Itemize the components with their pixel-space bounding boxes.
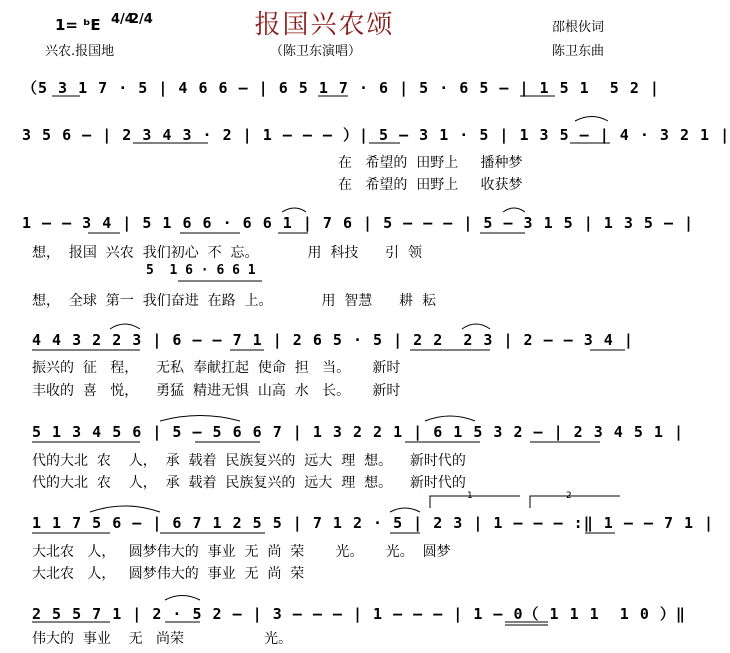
system-6-notes: 1 1 7 5 6 – | 6 7 1 2 5 5 | 7 1 2 · 5 | 2 3 | 1 – – – :‖ 1 – – 7 1 |	[32, 514, 715, 532]
volta-bracket-1	[430, 496, 520, 508]
volta-bracket-2	[530, 496, 620, 508]
system-1-notes: （5 3 1 7 · 5 | 4 6 6 – | 6 5 1 7 · 6 | 5 · 6 5 – | 1 5 1 5 2 |	[22, 79, 660, 97]
system-4-notes: 4 4 3 2 2 3 | 6 – – 7 1 | 2 6 5 · 5 | 2 2 2 3 | 2 – – 3 4 |	[32, 331, 634, 349]
lyricist: 邵根伙词	[552, 20, 605, 35]
slur	[110, 324, 140, 329]
slur	[160, 416, 240, 422]
slur	[503, 208, 525, 212]
system-5-lyrics-2: 代的大北 农 人， 承 载着 民族复兴的 远大 理 想。 新时代的	[32, 475, 466, 491]
system-4-lyrics-2: 丰收的 喜 悦， 勇猛 精进无惧 山高 水 长。 新时	[32, 383, 401, 399]
system-3-lyrics-1: 想， 报国 兴农 我们初心 不 忘。 用 科技 引 领	[32, 245, 422, 261]
system-3-lyrics-2: 想， 全球 第一 我们奋进 在路 上。 用 智慧 耕 耘	[32, 293, 436, 309]
volta-1-label: 1	[467, 491, 473, 501]
slur	[390, 508, 420, 512]
system-3-notes: 1 – – 3 4 | 5 1 6 6 · 6 6 1 | 7 6 | 5 – – – | 5 – 3 1 5 | 1 3 5 – |	[22, 214, 695, 232]
slur	[462, 324, 490, 329]
slur	[90, 506, 160, 512]
system-5-notes: 5 1 3 4 5 6 | 5 – 5 6 6 7 | 1 3 2 2 1 | 6 1 5 3 2 – | 2 3 4 5 1 |	[32, 423, 684, 441]
slur	[282, 208, 306, 212]
slur	[165, 596, 200, 601]
time-signature-1: 4/4	[111, 12, 134, 27]
system-7-lyrics-1: 伟大的 事业 无 尚荣 光。	[32, 631, 293, 647]
time-signature-2: 2/4	[130, 12, 153, 27]
song-title: 报国兴农颂	[254, 10, 395, 40]
system-2-lyrics-2: 在 希望的 田野上 收获梦	[338, 177, 523, 193]
system-2-lyrics-1: 在 希望的 田野上 播种梦	[338, 155, 523, 171]
system-2-notes: 3 5 6 – | 2 3 4 3 · 2 | 1 – – – ）| 5 – 3 1 · 5 | 1 3 5 – | 4 · 3 2 1 |	[22, 126, 730, 144]
system-3-variant-notes: 5 1 6 · 6 6 1	[146, 263, 256, 278]
key-signature: 1= ᵇE	[55, 16, 101, 34]
slur	[575, 117, 608, 122]
volta-2-label: 2	[566, 491, 572, 501]
system-6-lyrics-1: 大北农 人， 圆梦伟大的 事业 无 尚 荣 光。 光。 圆梦	[32, 544, 451, 560]
composer: 陈卫东曲	[552, 44, 605, 59]
performer: （陈卫东演唱）	[270, 44, 362, 59]
system-4-lyrics-1: 振兴的 征 程， 无私 奉献扛起 使命 担 当。 新时	[32, 360, 401, 376]
system-6-lyrics-2: 大北农 人， 圆梦伟大的 事业 无 尚 荣	[32, 566, 305, 582]
system-5-lyrics-1: 代的大北 农 人， 承 载着 民族复兴的 远大 理 想。 新时代的	[32, 453, 466, 469]
slur	[425, 416, 475, 421]
subtitle-left: 兴农.报国地	[45, 44, 115, 59]
system-7-notes: 2 5 5 7 1 | 2 · 5 2 – | 3 – – – | 1 – – – | 1 – 0（ 1 1 1 1 0 ）‖	[32, 605, 686, 623]
